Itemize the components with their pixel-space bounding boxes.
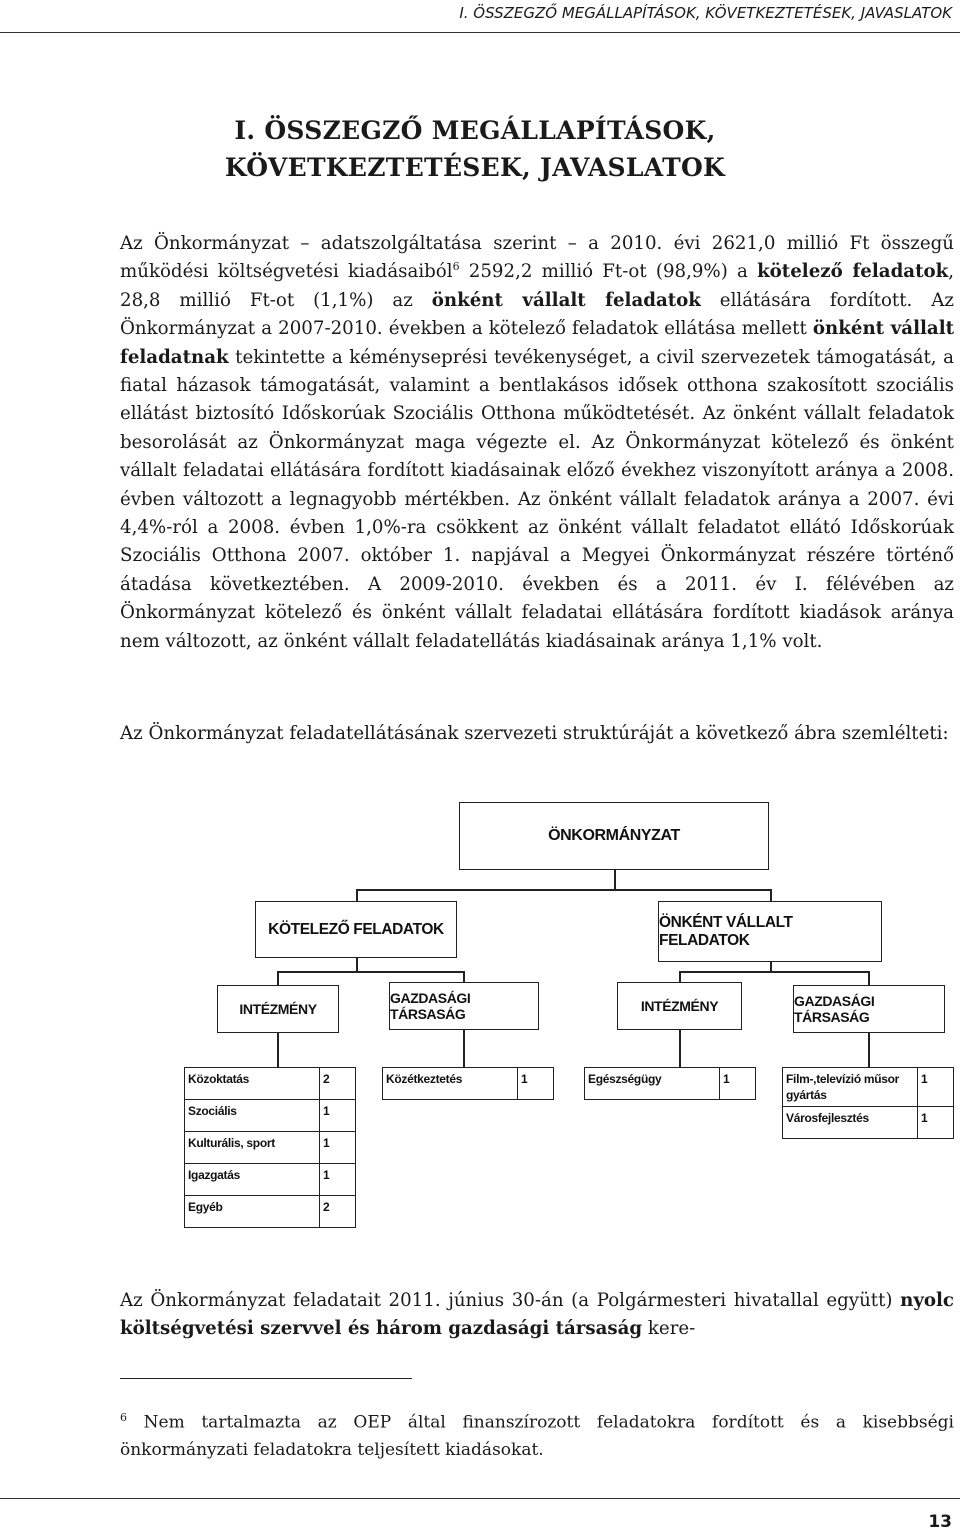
table-mandatory-institutions — [184, 1067, 356, 1228]
chapter-title: I. ÖSSZEGZŐ MEGÁLLAPÍTÁSOK, KÖVETKEZTETÉSEK, JAVASLATOK — [224, 116, 726, 182]
connector-voluntary-down — [770, 889, 772, 901]
connector-vol-comp-down — [868, 971, 870, 985]
row-label: Városfejlesztés — [783, 1107, 918, 1139]
org-box-mandatory-institution: INTÉZMÉNY — [217, 985, 339, 1033]
row-label: Kulturális, sport — [185, 1132, 320, 1164]
row-label: Közoktatás — [185, 1068, 320, 1100]
connector-mandatory-down — [356, 889, 358, 901]
connector-level2-right-bar — [679, 971, 869, 973]
table-row — [783, 1068, 954, 1107]
table-row — [185, 1196, 356, 1228]
page-number: 13 — [928, 1512, 952, 1532]
connector-vol-inst-table — [679, 1030, 681, 1067]
table-row — [585, 1068, 756, 1100]
org-box-voluntary: ÖNKÉNT VÁLLALT FELADATOK — [658, 901, 882, 962]
row-count: 1 — [918, 1107, 954, 1139]
org-box-mandatory: KÖTELEZŐ FELADATOK — [255, 901, 457, 958]
footer-rule — [0, 1498, 960, 1499]
connector-level1-bar — [356, 889, 771, 891]
table-row — [185, 1132, 356, 1164]
table-row — [185, 1068, 356, 1100]
footnote-number: 6 — [120, 1411, 127, 1424]
row-label: Egyéb — [185, 1196, 320, 1228]
row-count: 1 — [720, 1068, 756, 1100]
connector-vol-comp-table — [868, 1033, 870, 1067]
row-label: Film-,televízió műsor gyártás — [783, 1068, 918, 1107]
table-row — [185, 1164, 356, 1196]
row-count: 1 — [320, 1132, 356, 1164]
footnote: $^6$ Nem tartalmazta az OEP által finanszírozott feladatokra fordított és a kisebbségi önkormányzati feladatokra teljesített kiadásokat. — [120, 1411, 954, 1460]
table-row — [783, 1107, 954, 1139]
row-count: 1 — [320, 1100, 356, 1132]
footnote-rule — [120, 1378, 412, 1379]
table-voluntary-institutions — [584, 1067, 756, 1100]
org-box-voluntary-institution: INTÉZMÉNY — [617, 982, 742, 1030]
table-voluntary-companies — [782, 1067, 954, 1139]
table-row — [185, 1100, 356, 1132]
connector-vol-inst-down — [679, 971, 681, 982]
row-count: 1 — [518, 1068, 554, 1100]
closing-paragraph: Az Önkormányzat feladatait 2011. június 30-án (a Polgármesteri hivatallal együtt) nyolc költségvetési szervvel és három gazdasági társaság kere- — [120, 1290, 954, 1340]
table-mandatory-companies — [382, 1067, 554, 1100]
row-count: 2 — [320, 1068, 356, 1100]
connector-mand-comp-down — [463, 971, 465, 982]
row-count: 2 — [320, 1196, 356, 1228]
table-row — [383, 1068, 554, 1100]
row-label: Szociális — [185, 1100, 320, 1132]
connector-level2-left-bar — [277, 971, 464, 973]
row-label: Egészségügy — [585, 1068, 720, 1100]
row-count: 1 — [918, 1068, 954, 1107]
running-header: I. ÖSSZEGZŐ MEGÁLLAPÍTÁSOK, KÖVETKEZTETÉSEK, JAVASLATOK — [459, 4, 952, 22]
chart-intro-paragraph: Az Önkormányzat feladatellátásának szervezeti struktúráját a következő ábra szemlélteti: — [120, 723, 949, 744]
org-box-voluntary-company: GAZDASÁGI TÁRSASÁG — [793, 985, 945, 1033]
connector-root-down — [614, 870, 616, 890]
connector-mand-comp-table — [463, 1030, 465, 1067]
connector-mand-inst-down — [277, 971, 279, 985]
footnote-ref[interactable]: 6 — [452, 260, 460, 274]
header-rule — [0, 32, 960, 33]
connector-mand-inst-table — [277, 1033, 279, 1067]
row-label: Közétkeztetés — [383, 1068, 518, 1100]
row-label: Igazgatás — [185, 1164, 320, 1196]
summary-paragraph: Az Önkormányzat – adatszolgáltatása szerint – a 2010. évi 2621,0 millió Ft összegű működési költségvetési kiadásaiból$^6$ 2592,2 millió Ft-ot (98,9%) a kötelező feladatok, 28,8 millió Ft-ot (1,1%) az önként vállalt feladatok ellátására fordított. Az Önkormányzat a 2007-2010. években a kötelező feladatok ellátása mellett önként vállalt feladatnak tekintette a kéményseprési tevékenységet, a civil szervezetek támogatását, a fiatal házasok támogatását, valamint a bentlakásos idősek otthona szakosított szociális ellátást biztosító Időskorúak Szociális Otthona működtetését. Az önként vállalt feladatok besorolását az Önkormányzat maga végezte el. Az Önkormányzat kötelező és önként vállalt feladatai ellátására fordított kiadásainak előző évekhez viszonyított aránya a 2008. évben változott a legnagyobb mértékben. Az önként vállalt feladatok aránya a 2007. évi 4,4%-ról a 2008. évben 1,0%-ra csökkent az önként vállalt feladatot ellátó Időskorúak Szociális Otthona 2007. október 1. napjával a Megyei Önkormányzat részére történő átadása következtében. A 2009-2010. években és a 2011. év I. félévében az Önkormányzat kötelező és önként vállalt feladatai ellátására fordított kiadások aránya nem változott, az önként vállalt feladatellátás kiadásainak aránya 1,1% volt. — [120, 233, 955, 652]
connector-mandatory-split — [356, 958, 358, 972]
row-count: 1 — [320, 1164, 356, 1196]
org-box-mandatory-company: GAZDASÁGI TÁRSASÁG — [389, 982, 539, 1030]
org-box-root: ÖNKORMÁNYZAT — [459, 802, 769, 870]
